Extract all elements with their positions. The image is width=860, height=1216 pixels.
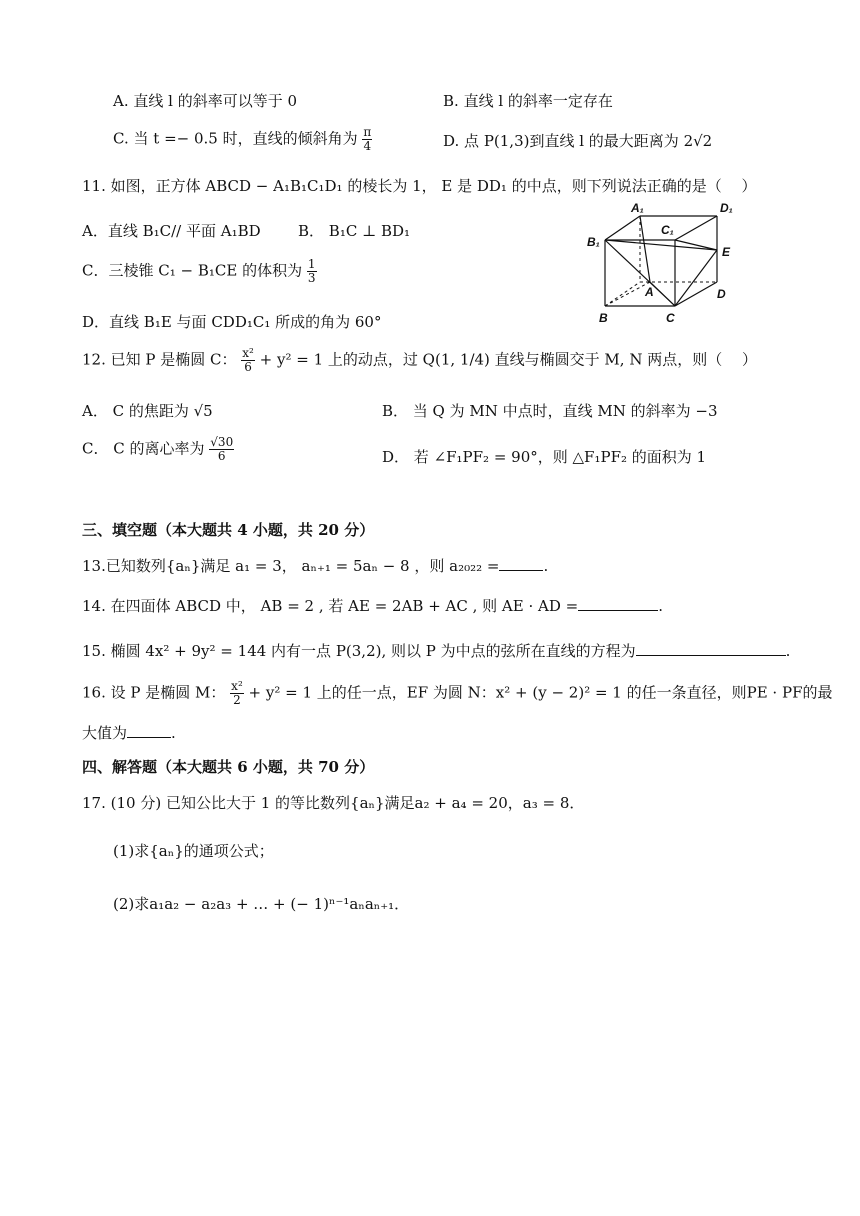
fraction: $\frac{1}{3}$: [307, 257, 316, 285]
label-d1: D₁: [720, 201, 733, 215]
q13: 13.已知数列{aₙ}满足 a₁ = 3， aₙ₊₁ = 5aₙ − 8 ，则 a₂₀₂₂ = .: [82, 557, 549, 575]
label-b: B: [599, 311, 608, 325]
q16-line1: 16. 设 P 是椭圆 M： $\frac{\text{x²}}{2}$ + y² = 1 上的任一点，EF 为圆 N：x² + (y − 2)² = 1 的任一条直径，则PE · PF的最: [82, 679, 833, 707]
q10-option-d: D. 点 P(1,3)到直线 l 的最大距离为 2√2: [443, 132, 713, 150]
label-d: D: [717, 287, 726, 301]
label-a: A: [645, 285, 654, 299]
answer-blank: [578, 596, 658, 611]
cube-figure: [585, 198, 745, 328]
label-c: C: [666, 311, 675, 325]
answer-blank: [127, 723, 171, 738]
q17-part-1: (1)求{aₙ}的通项公式；: [113, 842, 274, 860]
q12-option-b: B． 当 Q 为 MN 中点时，直线 MN 的斜率为 −3: [382, 402, 718, 420]
q11-option-a: A．直线 B₁C// 平面 A₁BD: [82, 222, 261, 240]
q14: 14. 在四面体 ABCD 中， AB = 2 , 若 AE = 2AB + AC , 则 AE · AD = .: [82, 597, 663, 615]
section-3-title: 三、填空题（本大题共 4 小题，共 20 分）: [82, 521, 375, 539]
q11-stem: 11. 如图，正方体 ABCD − A₁B₁C₁D₁ 的棱长为 1， E 是 DD₁ 的中点，则下列说法正确的是（ ）: [82, 177, 757, 195]
label-a1: A₁: [631, 201, 644, 215]
fraction: $\frac{\text{x²}}{2}$: [231, 679, 243, 707]
answer-blank: [636, 641, 786, 656]
q15: 15. 椭圆 4x² + 9y² = 144 内有一点 P(3,2), 则以 P 为中点的弦所在直线的方程为 .: [82, 642, 791, 660]
fraction: $\frac{\text{x²}}{6}$: [242, 346, 254, 374]
q11-option-c: C．三棱锥 C₁ − B₁CE 的体积为 $\frac{1}{3}$: [82, 257, 316, 285]
section-4-title: 四、解答题（本大题共 6 小题，共 70 分）: [82, 758, 375, 776]
q16-line2: 大值为 .: [82, 724, 176, 742]
label-c1: C₁: [661, 223, 674, 237]
q17-stem: 17. (10 分) 已知公比大于 1 的等比数列{aₙ}满足a₂ + a₄ = 20，a₃ = 8．: [82, 794, 585, 812]
q17-part-2: (2)求a₁a₂ − a₂a₃ + … + (− 1)ⁿ⁻¹aₙaₙ₊₁．: [113, 895, 410, 913]
q12-stem: 12. 已知 P 是椭圆 C： $\frac{\text{x²}}{6}$ + y² = 1 上的动点，过 Q(1, 1/4) 直线与椭圆交于 M, N 两点，则（ ）: [82, 346, 757, 374]
label-b1: B₁: [587, 235, 600, 249]
q12-option-a: A． C 的焦距为 √5: [82, 402, 213, 420]
label-e: E: [722, 245, 731, 259]
q10-option-b: B. 直线 l 的斜率一定存在: [443, 92, 613, 110]
fraction: $\frac{√30}{6}$: [210, 435, 234, 463]
q12-option-d: D． 若 ∠F₁PF₂ = 90°，则 △F₁PF₂ 的面积为 1: [382, 448, 707, 466]
answer-blank: [499, 556, 543, 571]
q11-option-d: D．直线 B₁E 与面 CDD₁C₁ 所成的角为 60°: [82, 313, 382, 331]
fraction: $\frac{\pi}{4}$: [363, 125, 372, 153]
q10-option-a: A. 直线 l 的斜率可以等于 0: [113, 92, 298, 110]
q11-option-b: B． B₁C ⊥ BD₁: [298, 222, 411, 240]
q12-option-c: C． C 的离心率为 $\frac{√30}{6}$: [82, 435, 234, 463]
q10-option-c: C. 当 t =− 0.5 时，直线的倾斜角为 $\frac{\pi}{4}$: [113, 125, 372, 153]
